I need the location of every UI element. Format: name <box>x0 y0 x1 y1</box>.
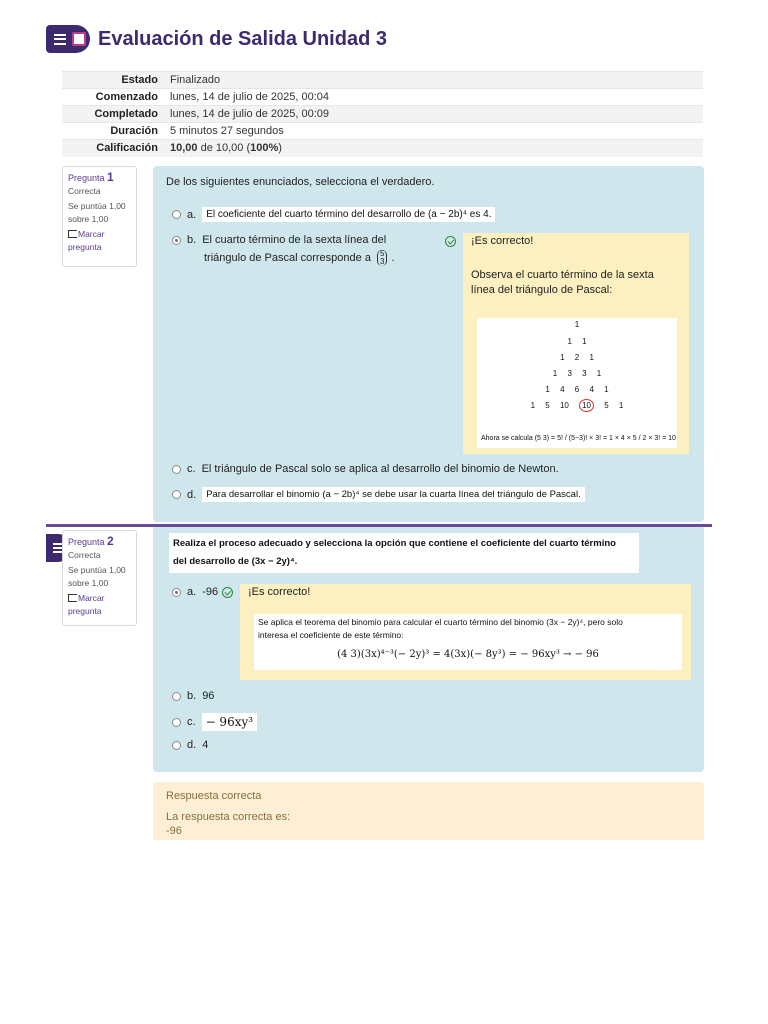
answer-value: -96 <box>166 825 182 837</box>
summary-label: Calificación <box>62 140 164 157</box>
question-2-info <box>62 530 137 626</box>
summary-label: Comenzado <box>62 89 164 106</box>
correct-answer-box <box>153 782 704 840</box>
correct-check-icon <box>445 236 456 247</box>
page-title: Evaluación de Salida Unidad 3 <box>98 27 387 50</box>
flag-label: Marcar pregunta <box>68 229 105 252</box>
option-text-end: . <box>391 252 395 264</box>
option-letter: d. <box>187 488 197 501</box>
pascal-row-after: 5 1 <box>604 401 624 410</box>
question-number <box>68 535 131 549</box>
option-text: 4 <box>202 739 209 751</box>
option-c[interactable] <box>172 713 257 731</box>
option-a[interactable] <box>172 586 233 598</box>
question-prefix: Pregunta <box>68 173 105 183</box>
grade-max: de 10,00 ( <box>197 142 251 155</box>
feedback-box <box>240 584 691 680</box>
question-1-info <box>62 166 137 267</box>
feedback-text: Se aplica el teorema del binomio para calcular el cuarto término del binomio (3x − 2y)⁴, pero solo <box>258 617 623 627</box>
grade-score: 10,00 <box>170 142 198 155</box>
question-number <box>68 171 131 185</box>
pascal-circled-value: 10 <box>579 399 594 412</box>
flag-icon <box>68 594 77 602</box>
summary-value: 5 minutos 27 segundos <box>164 123 703 140</box>
radio-c[interactable] <box>172 718 181 727</box>
answer-title: Respuesta correcta <box>166 790 262 802</box>
pascal-row: 1 4 6 4 1 <box>545 385 609 394</box>
pascal-triangle-image <box>477 318 677 448</box>
grade-value <box>164 140 703 157</box>
option-text: triángulo de Pascal corresponde a <box>204 252 371 264</box>
question-state: Correcta <box>68 186 101 196</box>
pascal-row-before: 1 5 10 <box>530 401 569 410</box>
feedback-text: Observa el cuarto término de la sexta <box>471 269 654 281</box>
pascal-row: 1 1 <box>567 337 587 346</box>
radio-c[interactable] <box>172 465 181 474</box>
option-text: El coeficiente del cuarto término del desarrollo de (a − 2b)⁴ es 4. <box>202 207 495 222</box>
summary-row <box>62 72 703 89</box>
quiz-icon <box>46 25 90 53</box>
question-text: De los siguientes enunciados, selecciona el verdadero. <box>166 176 435 188</box>
question-text-image <box>169 533 639 573</box>
feedback-image <box>254 614 682 670</box>
radio-a-selected[interactable] <box>172 588 181 597</box>
summary-value: lunes, 14 de julio de 2025, 00:09 <box>164 106 703 123</box>
option-letter: d. <box>187 739 197 751</box>
option-letter: a. <box>187 586 197 598</box>
radio-a[interactable] <box>172 210 181 219</box>
option-letter: c. <box>187 716 196 728</box>
feedback-box <box>463 233 689 454</box>
summary-row <box>62 89 703 106</box>
radio-b-selected[interactable] <box>172 236 181 245</box>
option-c[interactable] <box>172 463 559 475</box>
attempt-summary <box>62 71 703 157</box>
summary-label: Estado <box>62 72 164 89</box>
flag-icon <box>68 230 77 238</box>
option-text: 96 <box>202 690 215 702</box>
summary-row <box>62 123 703 140</box>
quiz-sheet-icon <box>72 32 86 46</box>
option-letter: b. <box>187 234 197 246</box>
pascal-row: 1 <box>574 320 580 329</box>
option-d[interactable] <box>172 487 585 502</box>
question-1-card <box>153 166 704 522</box>
page-header <box>46 24 387 54</box>
pascal-row <box>477 399 677 412</box>
option-text: El cuarto término de la sexta línea del <box>202 234 387 246</box>
list-icon <box>54 34 66 45</box>
answer-label: La respuesta correcta es: <box>166 811 291 823</box>
summary-row <box>62 140 703 157</box>
summary-label: Completado <box>62 106 164 123</box>
flag-question-button[interactable] <box>68 592 131 618</box>
feedback-formula: (4 3)(3x)⁴⁻³(− 2y)³ = 4(3x)(− 8y³) = − 96xy³ → − 96 <box>337 649 599 660</box>
question-prefix: Pregunta <box>68 537 105 547</box>
feedback-text: línea del triángulo de Pascal: <box>471 284 613 296</box>
option-b-line2 <box>204 250 394 266</box>
option-d[interactable] <box>172 739 208 751</box>
question-score: Se puntúa 1,00 sobre 1,00 <box>68 565 126 588</box>
feedback-correct: ¡Es correcto! <box>471 235 534 247</box>
radio-d[interactable] <box>172 741 181 750</box>
pascal-row: 1 3 3 1 <box>552 369 602 378</box>
option-letter: b. <box>187 690 197 702</box>
feedback-correct: ¡Es correcto! <box>248 586 311 598</box>
summary-value: lunes, 14 de julio de 2025, 00:04 <box>164 89 703 106</box>
option-text: − 96xy³ <box>202 713 258 731</box>
option-a[interactable] <box>172 207 495 222</box>
question-text: Realiza el proceso adecuado y selecciona la opción que contiene el coeficiente del cuarto término <box>173 538 616 549</box>
radio-b[interactable] <box>172 692 181 701</box>
option-text: Para desarrollar el binomio (a − 2b)⁴ se debe usar la cuarta línea del triángulo de Pascal. <box>202 487 585 502</box>
option-b[interactable] <box>172 690 214 702</box>
question-score: Se puntúa 1,00 sobre 1,00 <box>68 201 126 224</box>
grade-close: ) <box>278 142 282 155</box>
question-num: 2 <box>107 534 114 548</box>
feedback-text: interesa el coeficiente de este término: <box>258 630 404 640</box>
binom-top: 5 <box>379 249 385 258</box>
flag-label: Marcar pregunta <box>68 593 105 616</box>
option-b[interactable] <box>172 234 386 246</box>
grade-percent: 100% <box>250 142 279 155</box>
pascal-row: 1 2 1 <box>560 353 594 362</box>
summary-row <box>62 106 703 123</box>
radio-d[interactable] <box>172 490 181 499</box>
flag-question-button[interactable] <box>68 228 131 254</box>
summary-value: Finalizado <box>164 72 703 89</box>
option-letter: c. <box>187 463 196 475</box>
option-letter: a. <box>187 208 197 221</box>
question-state: Correcta <box>68 550 101 560</box>
option-text: -96 <box>202 586 219 598</box>
binom-bottom: 3 <box>379 257 385 266</box>
question-text: del desarrollo de (3x − 2y)⁴. <box>173 556 298 567</box>
option-text: El triángulo de Pascal solo se aplica al desarrollo del binomio de Newton. <box>201 463 559 475</box>
question-num: 1 <box>107 170 114 184</box>
binomial-coefficient <box>377 250 387 266</box>
correct-check-icon <box>222 587 233 598</box>
summary-label: Duración <box>62 123 164 140</box>
question-2-card <box>153 527 704 772</box>
pascal-calculation: Ahora se calcula (5 3) = 5! / (5−3)! × 3! = 1 × 4 × 5 / 2 × 3! = 10 <box>481 435 676 442</box>
